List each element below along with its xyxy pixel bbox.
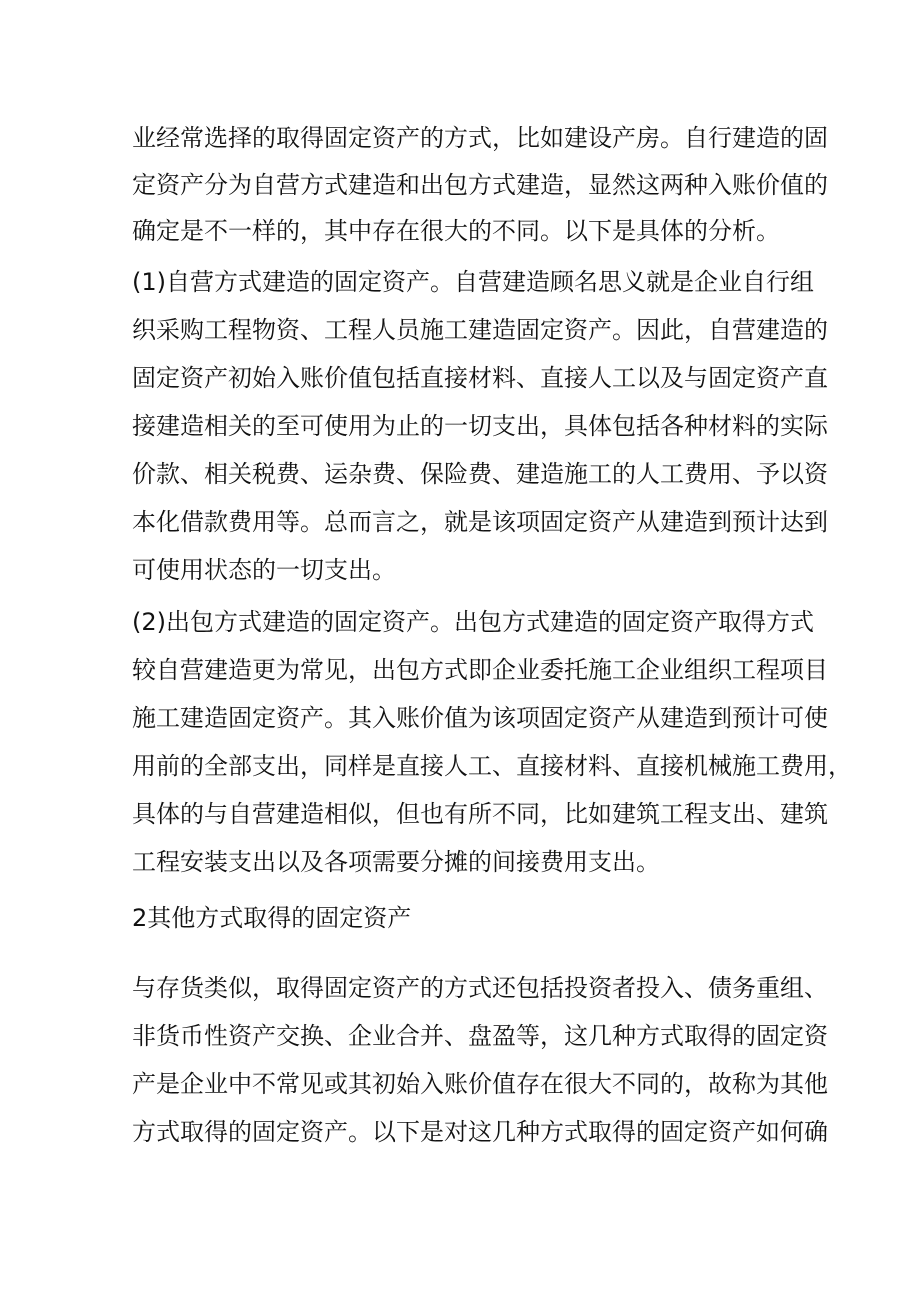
text-line: (1)自营方式建造的固定资产。自营建造顾名思义就是企业自行组 <box>132 268 814 296</box>
text-line: 工程安装支出以及各项需要分摊的间接费用支出。 <box>132 848 660 876</box>
text-line: 非货币性资产交换、企业合并、盘盈等，这几种方式取得的固定资 <box>132 1022 828 1050</box>
text-line: 用前的全部支出，同样是直接人工、直接材料、直接机械施工费用， <box>132 752 852 780</box>
text-line: 较自营建造更为常见，出包方式即企业委托施工企业组织工程项目 <box>132 656 828 684</box>
text-line: 织采购工程物资、工程人员施工建造固定资产。因此，自营建造的 <box>132 316 828 344</box>
text-line: 定资产分为自营方式建造和出包方式建造，显然这两种入账价值的 <box>132 171 828 199</box>
text-line: 产是企业中不常见或其初始入账价值存在很大不同的，故称为其他 <box>132 1070 828 1098</box>
text-line: (2)出包方式建造的固定资产。出包方式建造的固定资产取得方式 <box>132 608 814 636</box>
text-line: 可使用状态的一切支出。 <box>132 556 396 584</box>
text-line: 方式取得的固定资产。以下是对这几种方式取得的固定资产如何确 <box>132 1118 828 1146</box>
text-line: 施工建造固定资产。其入账价值为该项固定资产从建造到预计可使 <box>132 704 828 732</box>
text-line: 固定资产初始入账价值包括直接材料、直接人工以及与固定资产直 <box>132 364 828 392</box>
text-line: 本化借款费用等。总而言之，就是该项固定资产从建造到预计达到 <box>132 508 828 536</box>
text-line: 价款、相关税费、运杂费、保险费、建造施工的人工费用、予以资 <box>132 460 828 488</box>
section-heading: 2其他方式取得的固定资产 <box>132 904 412 932</box>
text-line: 业经常选择的取得固定资产的方式，比如建设产房。自行建造的固 <box>132 124 828 152</box>
text-line: 与存货类似，取得固定资产的方式还包括投资者投入、债务重组、 <box>132 974 828 1002</box>
text-line: 接建造相关的至可使用为止的一切支出，具体包括各种材料的实际 <box>132 412 828 440</box>
text-line: 具体的与自营建造相似，但也有所不同，比如建筑工程支出、建筑 <box>132 800 828 828</box>
text-line: 确定是不一样的，其中存在很大的不同。以下是具体的分析。 <box>132 217 780 245</box>
